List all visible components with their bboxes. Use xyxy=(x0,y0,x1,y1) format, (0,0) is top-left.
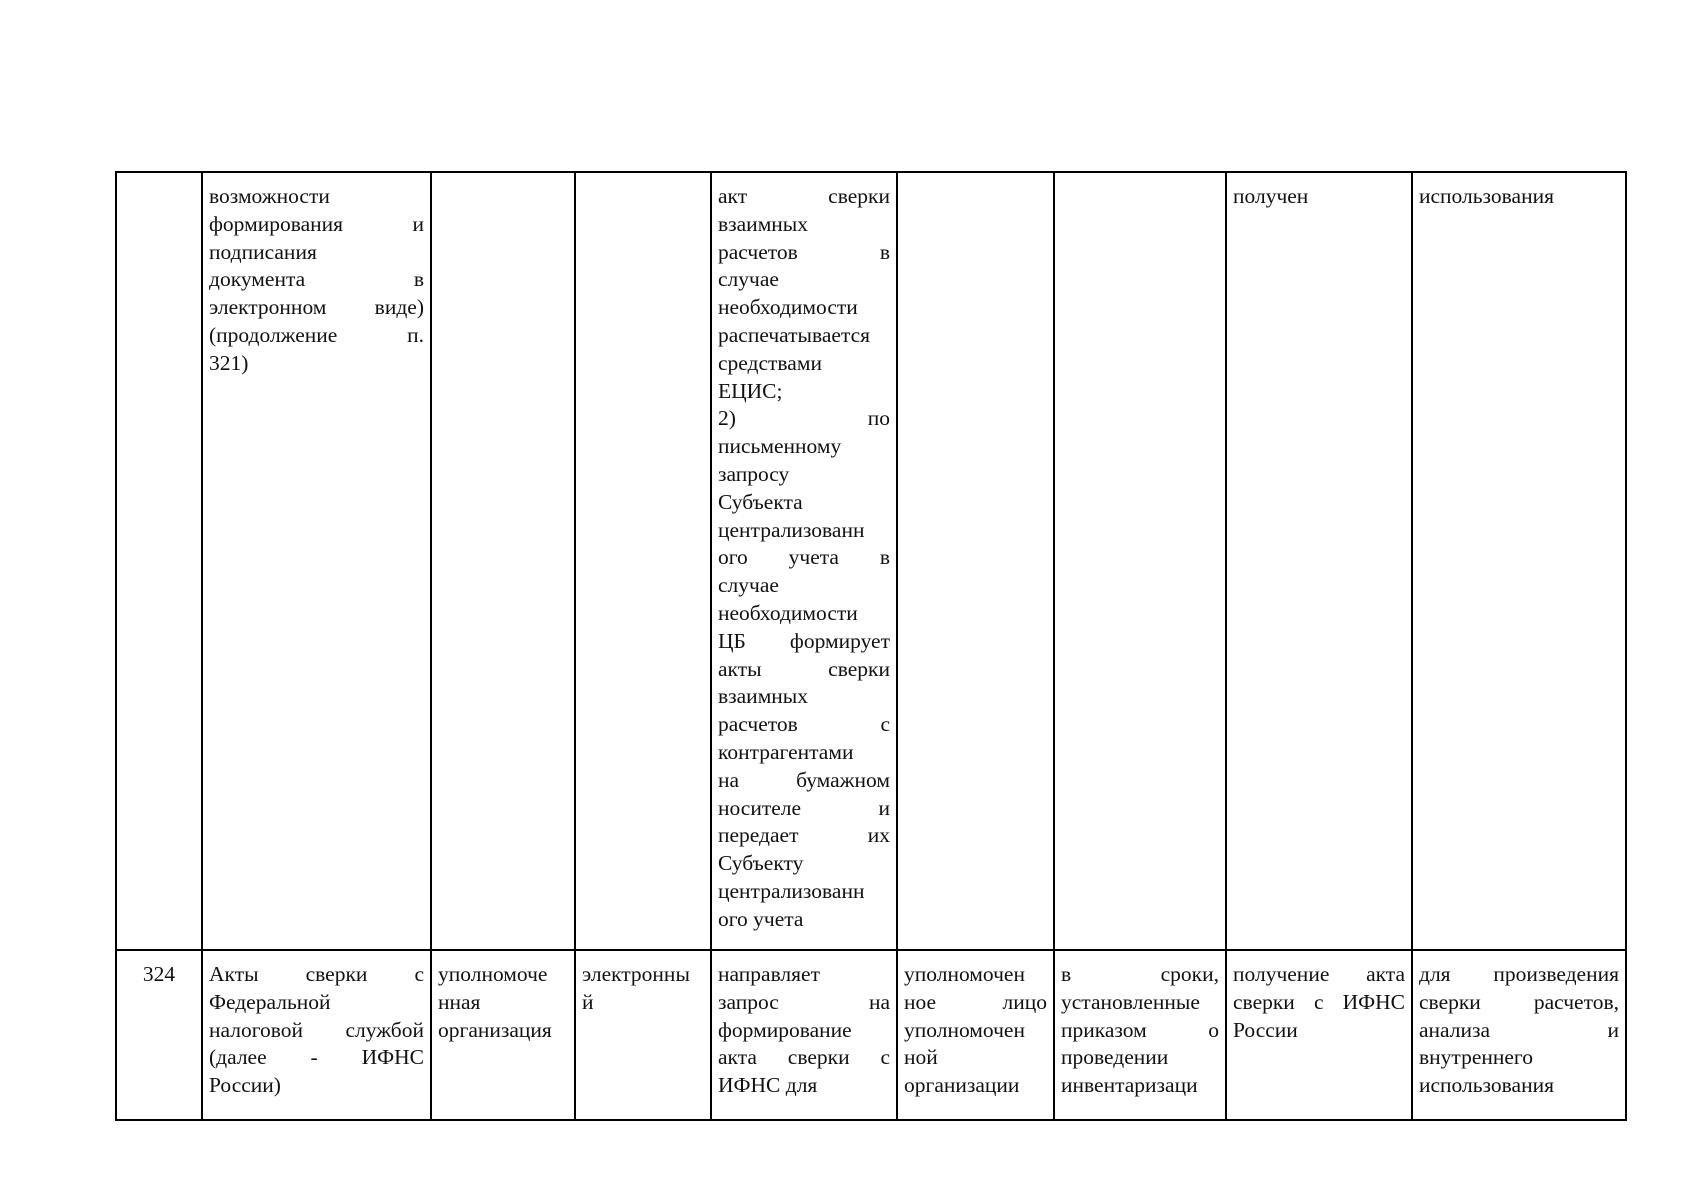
cell-line: 321) xyxy=(209,350,249,375)
result-cell: получен xyxy=(1226,172,1412,950)
cell-line: уполномочен xyxy=(904,962,1025,986)
cell-line: запросу xyxy=(718,461,790,486)
cell-line: анализа и xyxy=(1419,1017,1619,1042)
cell-line: взаимных xyxy=(718,684,808,709)
table-row xyxy=(116,172,1626,950)
cell-line: уполномочен xyxy=(904,1017,1025,1042)
cell-line: Субъекту xyxy=(718,851,804,876)
cell-line: внутреннего xyxy=(1419,1045,1533,1070)
cell-line: ИФНС для xyxy=(718,1073,818,1098)
row-number-cell: 324 xyxy=(116,950,202,1120)
cell-line: получение акта xyxy=(1233,962,1405,986)
cell-line: письменному xyxy=(718,434,842,459)
cell-line: контрагентами xyxy=(718,739,854,764)
responsible-cell xyxy=(431,950,575,1120)
cell-line: ЦБ формирует xyxy=(718,628,890,653)
cell-line: средствами xyxy=(718,350,822,375)
cell-line: на бумажном xyxy=(718,767,890,792)
cell-line: организации xyxy=(904,1073,1020,1098)
cell-line: организация xyxy=(438,1017,552,1042)
cell-line: электронны xyxy=(582,962,690,986)
row-number-cell xyxy=(116,172,202,950)
cell-line: ого учета xyxy=(718,906,804,931)
cell-line: взаимных xyxy=(718,211,808,236)
purpose-cell xyxy=(1412,950,1626,1120)
cell-line: в сроки, xyxy=(1061,962,1219,986)
cell-line: направляет xyxy=(718,962,820,986)
cell-line: сверки расчетов, xyxy=(1419,989,1619,1014)
responsible-cell xyxy=(431,172,575,950)
document-name-cell xyxy=(202,950,431,1120)
document-name-cell xyxy=(202,172,431,950)
form-cell xyxy=(575,172,711,950)
cell-line: й xyxy=(582,989,594,1014)
cell-line: инвентаризаци xyxy=(1061,1073,1198,1098)
cell-line: нная xyxy=(438,989,481,1014)
cell-line: (продолжение п. xyxy=(209,322,424,347)
table-row xyxy=(116,950,1626,1120)
cell-line: расчетов в xyxy=(718,239,890,264)
cell-line: Федеральной xyxy=(209,989,331,1014)
cell-line: формирования и xyxy=(209,211,424,236)
purpose-cell: использования xyxy=(1412,172,1626,950)
cell-line: необходимости xyxy=(718,295,858,320)
cell-line: (далее - ИФНС xyxy=(209,1045,424,1070)
cell-line: акта сверки с xyxy=(718,1045,890,1070)
cell-line: проведении xyxy=(1061,1045,1169,1070)
cell-line: налоговой службой xyxy=(209,1017,424,1042)
cell-line: формирование xyxy=(718,1017,852,1042)
cell-line: ной xyxy=(904,1045,938,1070)
cell-line: централизованн xyxy=(718,517,865,542)
cell-line: использования xyxy=(1419,1073,1554,1098)
cell-line: России) xyxy=(209,1073,281,1098)
cell-line: Акты сверки с xyxy=(209,962,424,986)
cell-line: электронном виде) xyxy=(209,295,424,320)
cell-line: приказом о xyxy=(1061,1017,1219,1042)
procedure-cell xyxy=(711,172,897,950)
cell-line: 2) по xyxy=(718,406,890,431)
cell-line: ого учета в xyxy=(718,545,890,570)
cell-line: случае xyxy=(718,267,779,292)
cell-line: акты сверки xyxy=(718,656,890,681)
cell-line: запрос на xyxy=(718,989,890,1014)
procedure-cell xyxy=(711,950,897,1120)
cell-line: централизованн xyxy=(718,878,865,903)
cell-line: необходимости xyxy=(718,600,858,625)
register-table xyxy=(115,171,1627,1121)
form-cell xyxy=(575,950,711,1120)
cell-line: подписания xyxy=(209,239,317,264)
cell-line: расчетов с xyxy=(718,712,890,737)
cell-line: акт сверки xyxy=(718,184,890,208)
deadline-cell xyxy=(1054,172,1226,950)
cell-line: ное лицо xyxy=(904,989,1047,1014)
cell-line: для произведения xyxy=(1419,962,1619,986)
result-cell xyxy=(1226,950,1412,1120)
cell-line: передает их xyxy=(718,823,890,848)
cell-line: носителе и xyxy=(718,795,890,820)
cell-line: сверки с ИФНС xyxy=(1233,989,1405,1014)
cell-line: возможности xyxy=(209,184,330,208)
cell-line: документа в xyxy=(209,267,424,292)
cell-line: России xyxy=(1233,1017,1298,1042)
executor-cell xyxy=(897,950,1054,1120)
cell-line: ЕЦИС; xyxy=(718,378,783,403)
cell-line: уполномоче xyxy=(438,962,548,986)
cell-line: Субъекта xyxy=(718,489,803,514)
deadline-cell xyxy=(1054,950,1226,1120)
cell-line: распечатывается xyxy=(718,322,871,347)
cell-line: установленные xyxy=(1061,989,1200,1014)
executor-cell xyxy=(897,172,1054,950)
cell-line: случае xyxy=(718,573,779,598)
